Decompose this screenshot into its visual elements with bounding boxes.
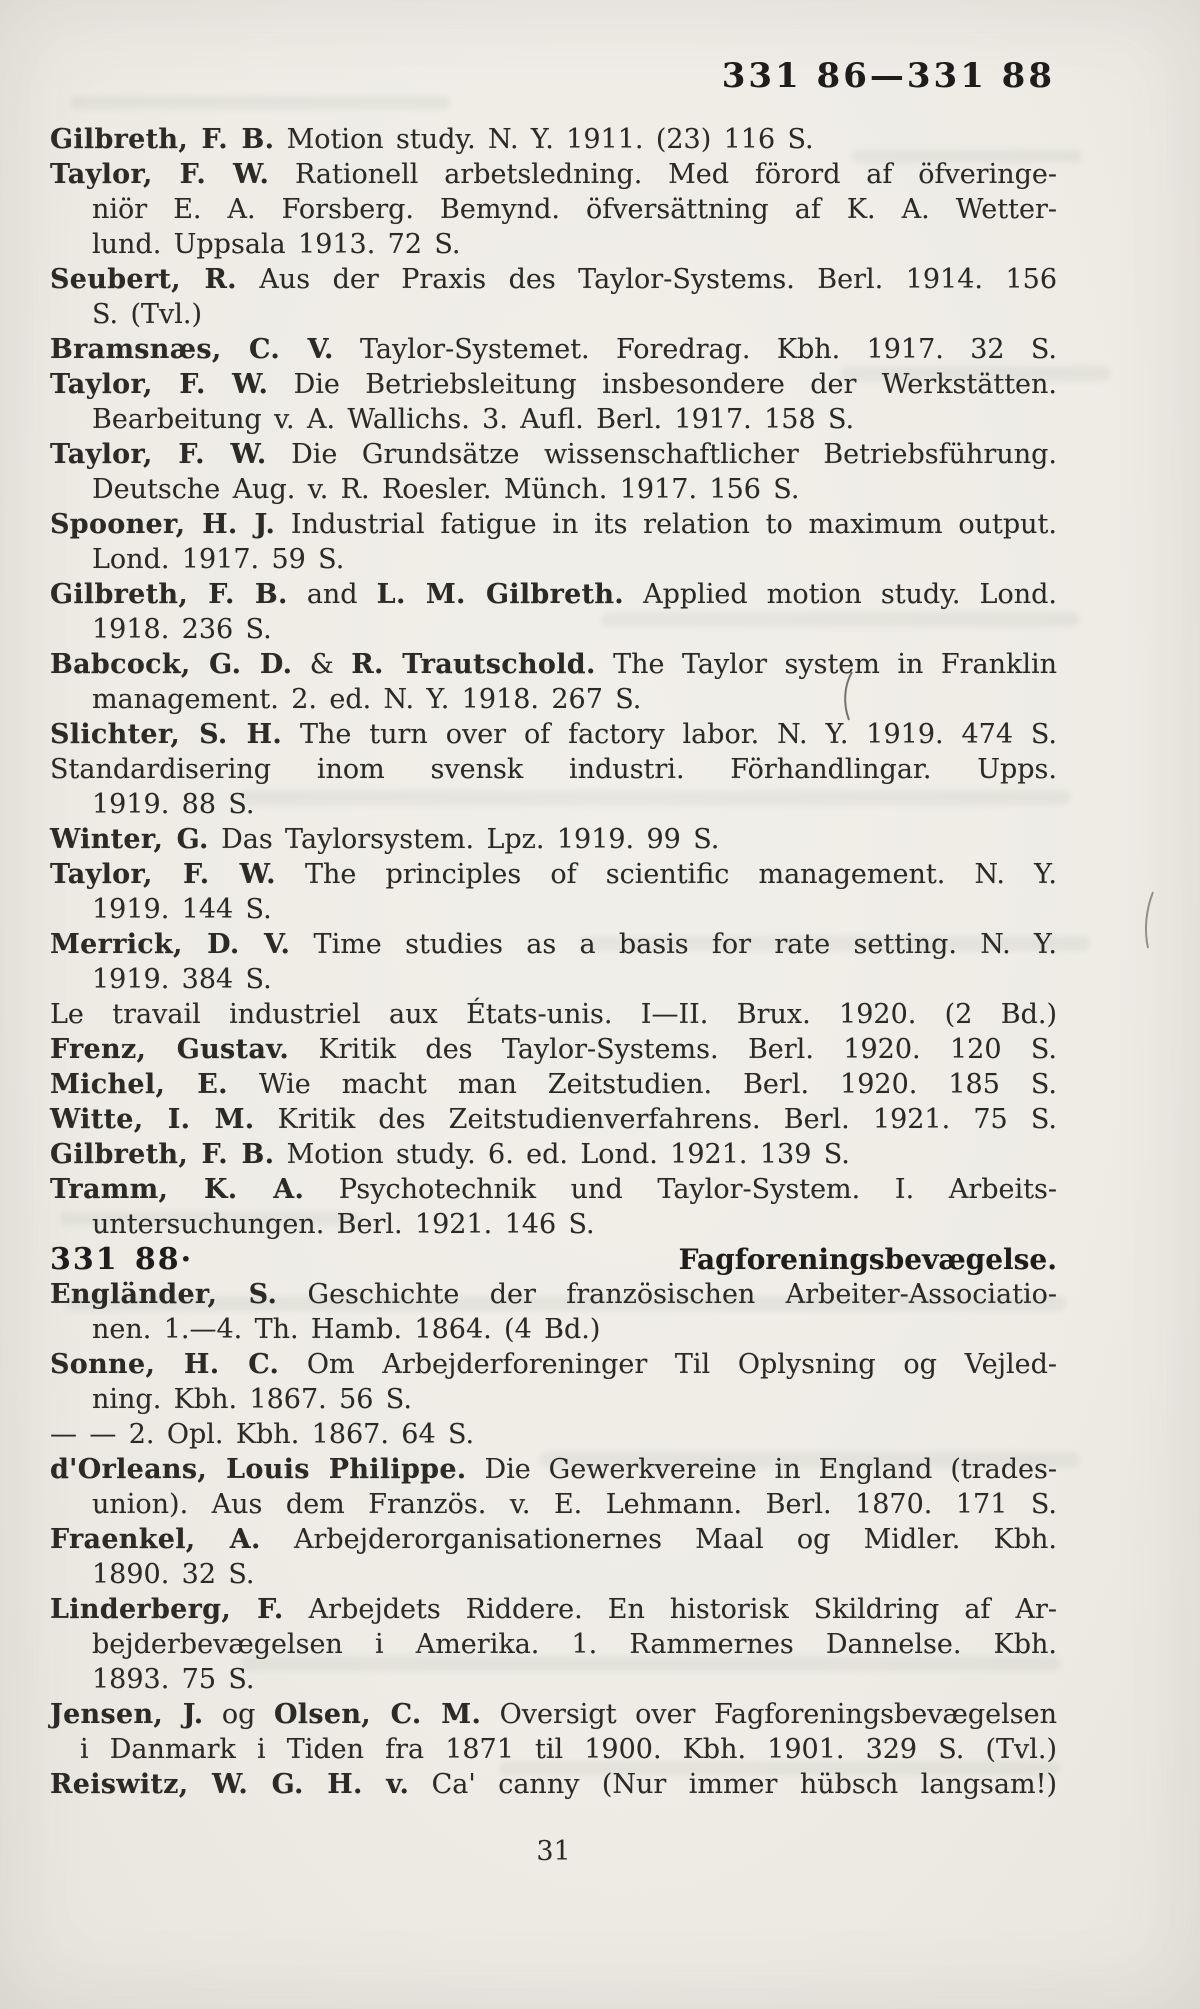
- author-name: Taylor, F. W.: [50, 159, 270, 190]
- stray-mark: [1140, 890, 1156, 950]
- bib-line: [50, 997, 1057, 1032]
- line-text: 1918. 236 S.: [92, 614, 272, 645]
- author-name: Michel, E.: [50, 1069, 228, 1100]
- line-text: union). Aus dem Französ. v. E. Lehmann. Berl. 1870. 171 S.: [92, 1489, 1057, 1520]
- author-name: Jensen, J.: [50, 1699, 204, 1730]
- author-name: Taylor, F. W.: [50, 439, 267, 470]
- author-name: Merrick, D. V.: [50, 929, 291, 960]
- line-text: Taylor-Systemet. Foredrag. Kbh. 1917. 32 S.: [333, 334, 1057, 365]
- bib-line: [50, 157, 1057, 192]
- line-text: Industrial fatigue in its relation to maximum output.: [275, 509, 1057, 540]
- section-number: 331 88·: [50, 1242, 194, 1277]
- bib-line: [50, 332, 1057, 367]
- line-text: Die Gewerkvereine in England (trades-: [466, 1454, 1057, 1485]
- author-name: Spooner, H. J.: [50, 509, 276, 540]
- bib-line: [50, 262, 1057, 297]
- bib-line: [50, 1557, 1057, 1592]
- bib-line: [50, 542, 1057, 577]
- bib-line: [50, 1487, 1057, 1522]
- line-text: Das Taylorsystem. Lpz. 1919. 99 S.: [208, 824, 720, 855]
- section-heading: [50, 1242, 1057, 1277]
- line-text: lund. Uppsala 1913. 72 S.: [92, 229, 461, 260]
- bib-line: [50, 437, 1057, 472]
- line-text: The principles of scientific management. N. Y.: [275, 859, 1057, 890]
- bib-line: [50, 647, 1057, 682]
- classification-range-header: 331 86—331 88: [721, 56, 1055, 96]
- bib-line: [50, 1067, 1057, 1102]
- line-text: and: [287, 579, 377, 610]
- author-name: Frenz, Gustav.: [50, 1034, 290, 1065]
- author-name: Bramsnæs, C. V.: [50, 334, 334, 365]
- bib-line: [50, 1417, 1057, 1452]
- line-text: Time studies as a basis for rate setting. N. Y.: [290, 929, 1057, 960]
- bib-line: [50, 682, 1057, 717]
- bib-line: [50, 192, 1057, 227]
- bib-line: [50, 1662, 1057, 1697]
- page-number: 31: [536, 1836, 571, 1867]
- bib-line: [50, 1767, 1057, 1802]
- bib-line: [50, 1382, 1057, 1417]
- bib-line: [50, 297, 1057, 332]
- line-text: Oversigt over Fagforeningsbevægelsen: [481, 1699, 1057, 1730]
- bib-line: [50, 1172, 1057, 1207]
- bib-line: [50, 122, 1057, 157]
- line-text: nen. 1.—4. Th. Hamb. 1864. (4 Bd.): [92, 1314, 601, 1345]
- line-text: The turn over of factory labor. N. Y. 1919. 474 S.: [282, 719, 1057, 750]
- bib-line: [50, 612, 1057, 647]
- line-text: management. 2. ed. N. Y. 1918. 267 S.: [92, 684, 642, 715]
- line-text: Lond. 1917. 59 S.: [92, 544, 345, 575]
- line-text: &: [292, 649, 352, 680]
- author-name: Gilbreth, F. B.: [50, 1139, 275, 1170]
- bib-line: [50, 1102, 1057, 1137]
- line-text: 1919. 384 S.: [92, 964, 272, 995]
- bib-line: [50, 857, 1057, 892]
- bib-line: [50, 367, 1057, 402]
- author-name: R. Trautschold.: [351, 649, 596, 680]
- line-text: Om Arbejderforeninger Til Oplysning og Vejled-: [279, 1349, 1057, 1380]
- bib-line: [50, 472, 1057, 507]
- bib-line: [50, 1347, 1057, 1382]
- line-text: bejderbevægelsen i Amerika. 1. Rammernes Dannelse. Kbh.: [92, 1629, 1057, 1660]
- line-text: ning. Kbh. 1867. 56 S.: [92, 1384, 412, 1415]
- author-name: Slichter, S. H.: [50, 719, 283, 750]
- bib-line: [50, 1452, 1057, 1487]
- bleed-through-ghost: [70, 96, 450, 109]
- author-name: Fraenkel, A.: [50, 1524, 261, 1555]
- line-text: i Danmark i Tiden fra 1871 til 1900. Kbh. 1901. 329 S. (Tvl.): [80, 1734, 1057, 1765]
- line-text: Motion study. N. Y. 1911. (23) 116 S.: [274, 124, 814, 155]
- bib-line: [50, 507, 1057, 542]
- bib-line: [50, 1627, 1057, 1662]
- line-text: Bearbeitung v. A. Wallichs. 3. Aufl. Berl. 1917. 158 S.: [92, 404, 855, 435]
- line-text: 1890. 32 S.: [92, 1559, 255, 1590]
- author-name: Reiswitz, W. G. H. v.: [50, 1769, 410, 1800]
- author-name: Olsen, C. M.: [273, 1699, 482, 1730]
- author-name: Winter, G.: [50, 824, 209, 855]
- bib-line: [50, 1732, 1057, 1767]
- bib-line: [50, 717, 1057, 752]
- bib-line: [50, 1592, 1057, 1627]
- bib-line: [50, 1207, 1057, 1242]
- text-block: [50, 122, 1057, 1802]
- line-text: Deutsche Aug. v. R. Roesler. Münch. 1917. 156 S.: [92, 474, 800, 505]
- bib-line: [50, 402, 1057, 437]
- bib-line: [50, 787, 1057, 822]
- line-text: Geschichte der französischen Arbeiter-Associatio-: [277, 1279, 1057, 1310]
- line-text: S. (Tvl.): [92, 299, 203, 330]
- author-name: Taylor, F. W.: [50, 859, 276, 890]
- bib-line: [50, 1137, 1057, 1172]
- bib-line: [50, 577, 1057, 612]
- line-text: Standardisering inom svensk industri. Förhandlingar. Upps.: [50, 754, 1057, 785]
- bib-line: [50, 1522, 1057, 1557]
- section-title: Fagforeningsbevægelse.: [678, 1243, 1057, 1276]
- bib-line: [50, 962, 1057, 997]
- author-name: Sonne, H. C.: [50, 1349, 280, 1380]
- line-text: Motion study. 6. ed. Lond. 1921. 139 S.: [274, 1139, 850, 1170]
- author-name: Taylor, F. W.: [50, 369, 269, 400]
- line-text: 1893. 75 S.: [92, 1664, 255, 1695]
- bib-line: [50, 1312, 1057, 1347]
- line-text: Wie macht man Zeitstudien. Berl. 1920. 185 S.: [227, 1069, 1057, 1100]
- line-text: Ca' canny (Nur immer hübsch langsam!): [409, 1769, 1057, 1800]
- author-name: Linderberg, F.: [50, 1594, 284, 1625]
- line-text: Applied motion study. Lond.: [624, 579, 1057, 610]
- line-text: The Taylor system in Franklin: [595, 649, 1057, 680]
- line-text: 1919. 144 S.: [92, 894, 272, 925]
- bib-line: [50, 822, 1057, 857]
- author-name: Tramm, K. A.: [50, 1174, 305, 1205]
- bib-line: [50, 1697, 1057, 1732]
- line-text: Rationell arbetsledning. Med förord af öfveringe-: [269, 159, 1057, 190]
- bib-line: [50, 227, 1057, 262]
- line-text: Arbejdets Riddere. En historisk Skildring af Ar-: [283, 1594, 1057, 1625]
- bib-line: [50, 1032, 1057, 1067]
- bib-line: [50, 1277, 1057, 1312]
- bib-line: [50, 892, 1057, 927]
- bib-line: [50, 927, 1057, 962]
- author-name: Witte, I. M.: [50, 1104, 255, 1135]
- line-text: Die Grundsätze wissenschaftlicher Betriebsführung.: [266, 439, 1057, 470]
- line-text: Kritik des Zeitstudienverfahrens. Berl. 1921. 75 S.: [254, 1104, 1057, 1135]
- line-text: Le travail industriel aux États-unis. I—II. Brux. 1920. (2 Bd.): [50, 999, 1057, 1030]
- author-name: d'Orleans, Louis Philippe.: [50, 1454, 467, 1485]
- line-text: og: [203, 1699, 274, 1730]
- line-text: Die Betriebsleitung insbesondere der Werkstätten.: [268, 369, 1058, 400]
- author-name: Engländer, S.: [50, 1279, 278, 1310]
- line-text: Kritik des Taylor-Systems. Berl. 1920. 120 S.: [289, 1034, 1057, 1065]
- author-name: Seubert, R.: [50, 264, 237, 295]
- author-name: Babcock, G. D.: [50, 649, 293, 680]
- line-text: Aus der Praxis des Taylor-Systems. Berl. 1914. 156: [236, 264, 1057, 295]
- author-name: Gilbreth, F. B.: [50, 579, 288, 610]
- line-text: untersuchungen. Berl. 1921. 146 S.: [92, 1209, 595, 1240]
- line-text: Psychotechnik und Taylor-System. I. Arbeits-: [304, 1174, 1057, 1205]
- line-text: — — 2. Opl. Kbh. 1867. 64 S.: [50, 1419, 475, 1450]
- line-text: niör E. A. Forsberg. Bemynd. öfversättning af K. A. Wetter-: [92, 194, 1057, 225]
- line-text: 1919. 88 S.: [92, 789, 255, 820]
- author-name: L. M. Gilbreth.: [376, 579, 624, 610]
- bib-line: [50, 752, 1057, 787]
- author-name: Gilbreth, F. B.: [50, 124, 275, 155]
- line-text: Arbejderorganisationernes Maal og Midler. Kbh.: [260, 1524, 1057, 1555]
